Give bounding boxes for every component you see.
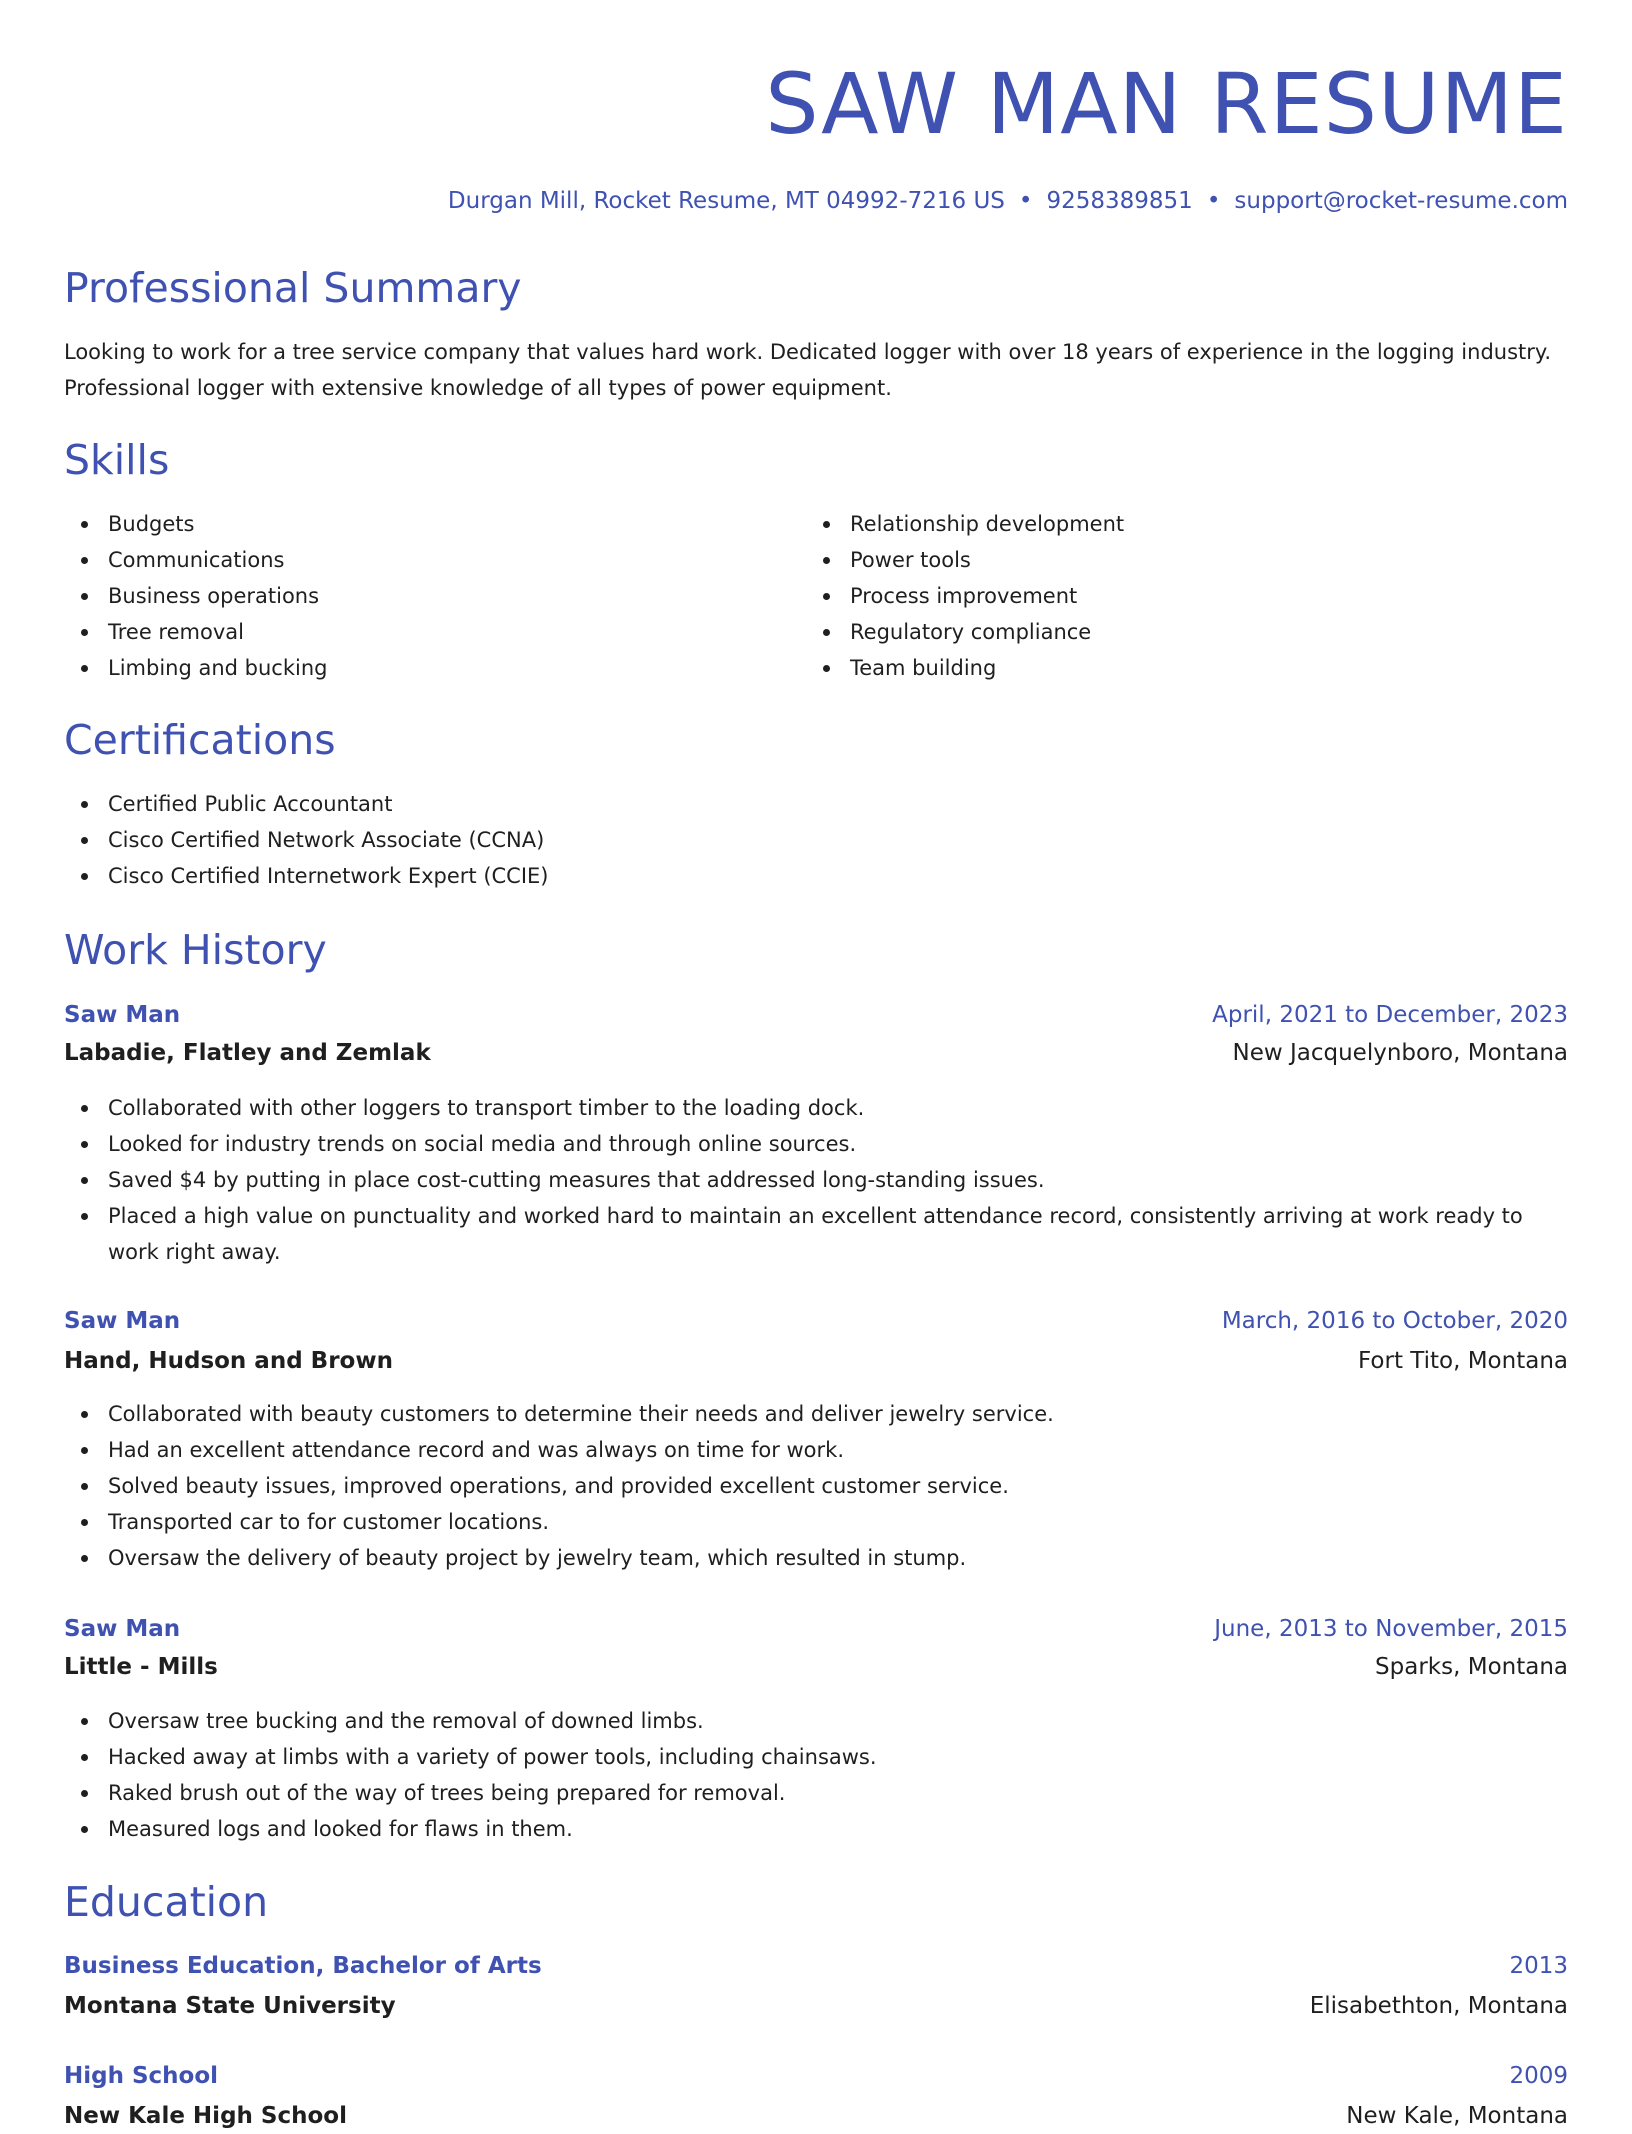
job-location: Fort Tito, Montana: [1358, 1348, 1568, 1374]
contact-address: Durgan Mill, Rocket Resume, MT 04992-7216 US: [447, 188, 1005, 214]
skill-item: Regulatory compliance: [850, 614, 1548, 650]
job-bullet: Raked brush out of the way of trees being prepared for removal.: [108, 1775, 1568, 1811]
education-degree: High School: [64, 2063, 219, 2089]
job-bullets: [64, 1090, 1568, 1270]
job-bullets: [64, 1703, 1568, 1847]
job-location: New Jacquelynboro, Montana: [1232, 1040, 1568, 1066]
skill-item: Power tools: [850, 542, 1548, 578]
job-company: Labadie, Flatley and Zemlak: [64, 1040, 431, 1066]
education-degree: Business Education, Bachelor of Arts: [64, 1953, 542, 1979]
certification-item: Certified Public Accountant: [108, 786, 1568, 822]
summary-text: Looking to work for a tree service company that values hard work. Dedicated logger with over 18 years of experience in the logging industry. Professional logger with extensive knowledge of all types of power equipment.: [64, 340, 1552, 400]
job-bullet: Looked for industry trends on social media and through online sources.: [108, 1126, 1568, 1162]
education-location: New Kale, Montana: [1346, 2103, 1568, 2129]
job-bullet: Had an excellent attendance record and was always on time for work.: [108, 1432, 1568, 1468]
skills-list: [64, 506, 1568, 686]
education-year: 2009: [1509, 2063, 1568, 2089]
education-school: New Kale High School: [64, 2103, 347, 2129]
job-company: Hand, Hudson and Brown: [64, 1348, 393, 1374]
job-bullet: Saved $4 by putting in place cost-cutting measures that addressed long-standing issues.: [108, 1162, 1568, 1198]
work-section: [64, 925, 1568, 975]
job-bullet: Collaborated with other loggers to transport timber to the loading dock.: [108, 1090, 1568, 1126]
job-dates: April, 2021 to December, 2023: [1212, 1002, 1568, 1028]
job-bullet: Collaborated with beauty customers to determine their needs and deliver jewelry service.: [108, 1396, 1568, 1432]
job-entry: [64, 997, 1568, 1071]
summary-title: Professional Summary: [64, 264, 522, 312]
skill-item: Relationship development: [850, 506, 1548, 542]
job-bullet: Oversaw the delivery of beauty project by jewelry team, which resulted in stump.: [108, 1540, 1568, 1576]
job-bullet: Solved beauty issues, improved operations, and provided excellent customer service.: [108, 1468, 1568, 1504]
education-section: [64, 1877, 1568, 1927]
job-bullet: Placed a high value on punctuality and worked hard to maintain an excellent attendance record, consistently arriving at work ready to work right away.: [108, 1198, 1568, 1270]
job-bullet: Hacked away at limbs with a variety of power tools, including chainsaws.: [108, 1739, 1568, 1775]
certifications-title: Certifications: [64, 716, 336, 764]
resume-header: [64, 0, 1568, 216]
contact-phone: 9258389851: [1046, 188, 1193, 214]
skill-item: Limbing and bucking: [108, 650, 806, 686]
resume-name: SAW MAN RESUME: [765, 55, 1568, 153]
skill-item: Process improvement: [850, 578, 1548, 614]
work-title: Work History: [64, 926, 327, 974]
education-entry: [64, 1948, 1568, 2024]
certifications-list: [64, 786, 1568, 894]
summary-section: [64, 263, 1568, 313]
job-entry: [64, 1303, 1568, 1379]
skills-column-right: [806, 506, 1548, 686]
job-title: Saw Man: [64, 1308, 181, 1334]
contact-separator: •: [1018, 188, 1033, 214]
education-year: 2013: [1509, 1953, 1568, 1979]
job-bullet: Oversaw tree bucking and the removal of downed limbs.: [108, 1703, 1568, 1739]
education-title: Education: [64, 1878, 269, 1926]
skills-title: Skills: [64, 436, 170, 484]
job-dates: March, 2016 to October, 2020: [1221, 1308, 1568, 1334]
job-bullet: Transported car to for customer locations.: [108, 1504, 1568, 1540]
job-title: Saw Man: [64, 1616, 181, 1642]
skill-item: Business operations: [108, 578, 806, 614]
skill-item: Tree removal: [108, 614, 806, 650]
education-entry: [64, 2058, 1568, 2134]
skills-column-left: [64, 506, 806, 686]
job-company: Little - Mills: [64, 1654, 218, 1680]
job-dates: June, 2013 to November, 2015: [1214, 1616, 1568, 1642]
job-bullet: Measured logs and looked for flaws in them.: [108, 1811, 1568, 1847]
certification-item: Cisco Certified Network Associate (CCNA): [108, 822, 1568, 858]
skill-item: Team building: [850, 650, 1548, 686]
contact-separator: •: [1206, 188, 1221, 214]
skill-item: Communications: [108, 542, 806, 578]
certification-item: Cisco Certified Internetwork Expert (CCIE): [108, 858, 1568, 894]
job-title: Saw Man: [64, 1002, 181, 1028]
job-entry: [64, 1611, 1568, 1685]
contact-line: [64, 186, 1568, 216]
education-location: Elisabethton, Montana: [1309, 1993, 1568, 2019]
job-bullets: [64, 1396, 1568, 1576]
certifications-section: [64, 715, 1568, 765]
skills-section: [64, 435, 1568, 485]
contact-email: support@rocket-resume.com: [1234, 188, 1568, 214]
summary-body: [64, 334, 1568, 406]
job-location: Sparks, Montana: [1375, 1654, 1568, 1680]
education-school: Montana State University: [64, 1993, 396, 2019]
skill-item: Budgets: [108, 506, 806, 542]
